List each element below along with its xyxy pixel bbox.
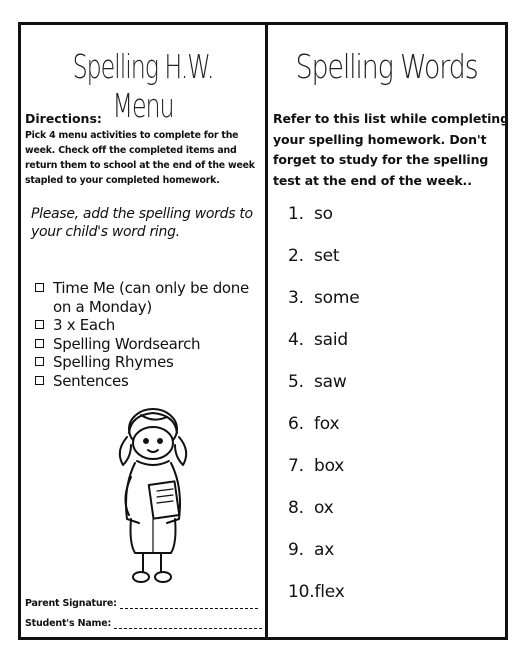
word-text: set (314, 246, 340, 266)
word-number: 10. (288, 582, 315, 602)
activity-label: Spelling Wordsearch (53, 334, 201, 353)
student-name-row (25, 618, 262, 629)
word-item (288, 330, 359, 372)
spelling-word-list (288, 204, 359, 624)
activity-label: Sentences (53, 371, 129, 390)
student-name-field[interactable] (114, 618, 262, 629)
word-number: 7. (288, 456, 304, 476)
activity-item[interactable] (33, 335, 261, 354)
word-text: so (314, 204, 333, 224)
activity-label: Spelling Rhymes (53, 353, 174, 371)
word-item (288, 288, 359, 330)
word-text: saw (314, 372, 347, 392)
directions-text: Pick 4 menu activities to complete for the week. Check off the completed items and return them to school at the end of the week stapled to your completed homework. (25, 130, 255, 186)
word-text: fox (314, 414, 340, 434)
word-number: 8. (288, 498, 304, 518)
words-title: Spelling Words (295, 47, 478, 86)
instructions-text: Refer to this list while completing your spelling homework. Don't forget to study for the spelling test at the end of the week.. (273, 111, 509, 188)
word-number: 4. (288, 330, 304, 350)
word-text: box (314, 456, 345, 476)
word-item (288, 246, 359, 288)
activity-item[interactable] (33, 279, 261, 316)
word-item (288, 414, 359, 456)
word-number: 6. (288, 414, 304, 434)
activity-item[interactable] (33, 372, 261, 391)
word-text: some (314, 288, 360, 308)
homework-sheet (18, 22, 508, 640)
word-number: 3. (288, 288, 304, 308)
word-item (288, 582, 359, 624)
words-panel (268, 25, 509, 637)
word-item (288, 456, 359, 498)
checkbox-icon[interactable] (35, 339, 44, 348)
activity-item[interactable] (33, 316, 261, 335)
activity-item[interactable] (33, 353, 261, 372)
word-text: ox (314, 498, 334, 518)
word-item (288, 498, 359, 540)
word-number: 5. (288, 372, 304, 392)
word-item (288, 540, 359, 582)
word-text: flex (314, 582, 345, 602)
student-name-label: Student's Name: (25, 618, 112, 629)
checkbox-icon[interactable] (35, 376, 44, 385)
checkbox-icon[interactable] (35, 320, 44, 329)
activity-checklist (33, 279, 261, 390)
word-number: 2. (288, 246, 304, 266)
word-number: 1. (288, 204, 304, 224)
menu-title: Spelling H.W. Menu (72, 47, 214, 125)
checkbox-icon[interactable] (35, 357, 44, 366)
activity-label: Time Me (can only be done on a Monday) (53, 279, 249, 316)
word-number: 9. (288, 540, 304, 560)
parent-signature-field[interactable] (120, 598, 258, 609)
word-item (288, 372, 359, 414)
word-item (288, 204, 359, 246)
word-text: ax (314, 540, 335, 560)
parent-signature-label: Parent Signature: (25, 598, 117, 609)
word-ring-note: Please, add the spelling words to your child's word ring. (31, 206, 253, 240)
checkbox-icon[interactable] (35, 283, 44, 292)
girl-reading-illustration (101, 407, 201, 589)
parent-signature-row (25, 598, 258, 609)
activity-label: 3 x Each (53, 316, 115, 334)
word-text: said (314, 330, 348, 350)
directions-label: Directions: (25, 111, 102, 126)
menu-panel (21, 25, 265, 637)
